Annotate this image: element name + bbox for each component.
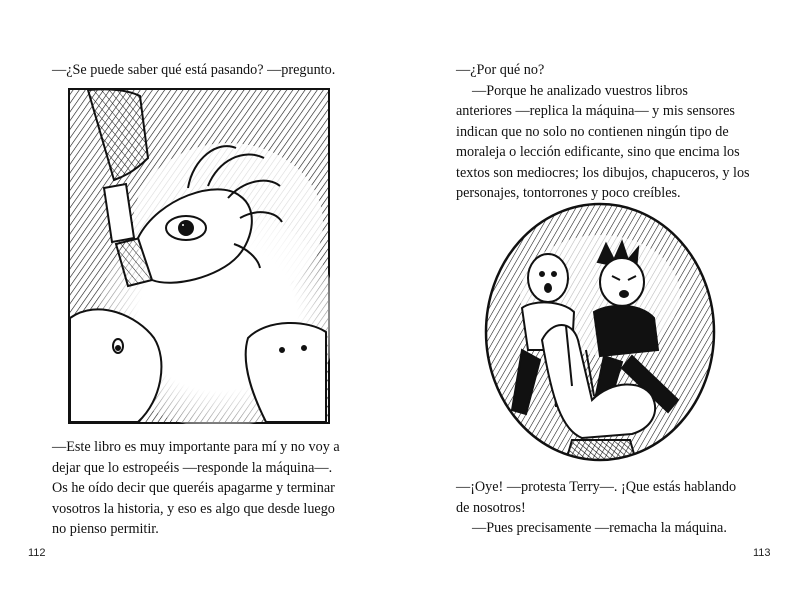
text-line: dejar que lo estropeéis —responde la máquina—.	[52, 459, 333, 476]
text-line: —¿Por qué no?	[456, 62, 545, 78]
text-line: anteriores —replica la máquina— y mis sensores	[456, 103, 735, 119]
text-line: de nosotros!	[456, 499, 526, 516]
text-line: —Este libro es muy importante para mí y no voy a	[52, 439, 340, 455]
boys-grabbed-by-robot-hand-illustration	[482, 200, 718, 468]
text-line: textos son mediocres; los dibujos, chapuceros, y los	[456, 164, 750, 181]
right-top-text	[456, 60, 776, 204]
robot-hand-with-eye-illustration	[68, 88, 330, 424]
right-bottom-text	[456, 477, 776, 539]
left-top-text	[52, 60, 362, 81]
page-number-left: 112	[28, 547, 46, 559]
text-line: personajes, tontorrones y poco creíbles.	[456, 185, 681, 201]
text-line: —Pues precisamente —remacha la máquina.	[472, 520, 727, 536]
left-top-line: —¿Se puede saber qué está pasando? —pregunto.	[52, 62, 336, 78]
text-line: —¡Oye! —protesta Terry—. ¡Que estás hablando	[456, 479, 737, 495]
text-line: —Porque he analizado vuestros libros	[472, 82, 688, 99]
text-line: indican que no solo no contienen ningún tipo de	[456, 123, 729, 140]
text-line: Os he oído decir que queréis apagarme y terminar	[52, 480, 335, 496]
text-line: no pienso permitir.	[52, 521, 159, 537]
text-line: moraleja o lección edificante, sino que encima los	[456, 144, 740, 160]
page-number-right: 113	[753, 547, 771, 559]
left-bottom-text	[52, 437, 362, 540]
text-line: vosotros la historia, y eso es algo que desde luego	[52, 500, 335, 517]
right-page	[400, 0, 800, 593]
